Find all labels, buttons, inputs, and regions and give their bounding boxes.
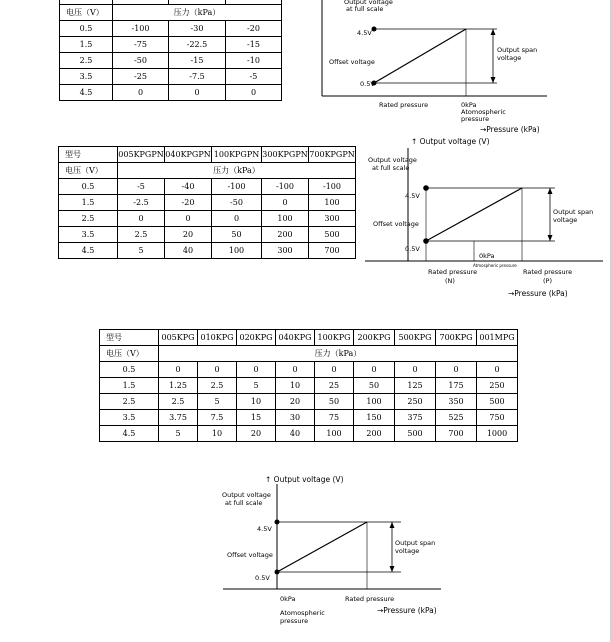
table-cell: -100	[262, 179, 309, 195]
model-cell: 500KPG	[395, 330, 436, 346]
table-cell: 3.75	[159, 410, 198, 426]
model-cell: 005KPG	[159, 330, 198, 346]
table-cell: 5	[198, 394, 237, 410]
table-cell: 2.5	[60, 53, 113, 69]
span-arrow-down	[390, 566, 395, 572]
table-cell: 750	[477, 410, 518, 426]
table-cell: 0	[276, 362, 315, 378]
atm-label: Atomospheric	[461, 108, 506, 116]
span-label: Output span	[553, 208, 594, 216]
output-line	[426, 188, 522, 241]
table-cell: 100	[262, 211, 309, 227]
table-cell: 5	[159, 426, 198, 442]
span-arrow-up	[491, 29, 496, 35]
table-cell: -40	[165, 179, 212, 195]
table-row	[100, 378, 518, 394]
table-row	[100, 394, 518, 410]
table-header-row	[60, 5, 282, 21]
table-cell: 0.5	[100, 362, 159, 378]
table-cell: 0	[436, 362, 477, 378]
table-header-row	[100, 346, 518, 362]
table-cell: 100	[309, 195, 356, 211]
table-cell: 10	[276, 378, 315, 394]
table-cell: 5	[237, 378, 276, 394]
full-scale-point	[372, 27, 377, 32]
table-cell: 0	[226, 85, 282, 101]
rated-n-label: Rated pressure	[428, 268, 478, 276]
full-scale-label: Output voltage	[344, 0, 393, 6]
table-cell: 10	[198, 426, 237, 442]
atm-label: Atmospheric pressure	[473, 263, 517, 268]
table-row	[60, 85, 282, 101]
table-cell: 1.5	[59, 195, 118, 211]
rated-p-label: (P)	[543, 277, 552, 285]
model-cell: 010KPG	[198, 330, 237, 346]
table-cell: 4.5	[100, 426, 159, 442]
zero-label: 0kPa	[461, 101, 477, 109]
table-cell: -7.5	[169, 69, 226, 85]
model-cell: 040KPG	[276, 330, 315, 346]
table-cell: 2.5	[198, 378, 237, 394]
table-cell: 0	[237, 362, 276, 378]
table-cell: 0	[113, 85, 169, 101]
table-cell: 0	[198, 362, 237, 378]
model-cell: 700KPGPN	[309, 147, 356, 163]
model-cell: 100KPG	[315, 330, 354, 346]
span-arrow-up	[390, 522, 395, 528]
table-cell: 0.5	[60, 21, 113, 37]
table-cell: 0	[477, 362, 518, 378]
output-line	[277, 522, 367, 572]
table-header-row	[59, 147, 356, 163]
voltage-header: 电压（V）	[60, 5, 113, 21]
table-cell: -5	[118, 179, 165, 195]
full-scale-label: at full scale	[372, 164, 410, 172]
table-cell: 1.25	[159, 378, 198, 394]
table-cell: 5	[118, 243, 165, 259]
table-gauge-output	[99, 329, 518, 442]
atm-label: Atomospheric	[280, 609, 325, 617]
output-chart-vacuum	[315, 0, 560, 140]
table-cell: -2.5	[118, 195, 165, 211]
table-cell: 20	[237, 426, 276, 442]
rated-p-label: Rated pressure	[523, 268, 573, 276]
table-cell: 0	[212, 211, 262, 227]
rated-n-label: (N)	[445, 277, 455, 285]
table-cell: 700	[309, 243, 356, 259]
offset-label: Offset voltage	[227, 551, 273, 559]
full-scale-label: at full scale	[346, 5, 384, 13]
table-cell: -15	[169, 53, 226, 69]
pressure-header: 压力（kPa）	[118, 163, 356, 179]
table-cell: 2.5	[159, 394, 198, 410]
span-label: Output span	[497, 46, 538, 54]
y-axis-label: ↑ Output voltage (V)	[411, 137, 490, 146]
model-cell: 001MPG	[477, 330, 518, 346]
table-row	[59, 195, 356, 211]
model-header: 型号	[59, 147, 118, 163]
x-axis-label: →Pressure (kPa)	[508, 289, 568, 298]
table-cell: 1.5	[60, 37, 113, 53]
table-cell: 2.5	[100, 394, 159, 410]
span-arrow-down	[491, 77, 496, 83]
table-cell: 250	[477, 378, 518, 394]
table-cell: 20	[276, 394, 315, 410]
table-cell: 7.5	[198, 410, 237, 426]
table-cell: 375	[395, 410, 436, 426]
x-axis-label: →Pressure (kPa)	[480, 125, 540, 134]
table-cell: 0	[165, 211, 212, 227]
x-axis-label: →Pressure (kPa)	[377, 606, 437, 615]
table-cell: 200	[262, 227, 309, 243]
table-cell: 525	[436, 410, 477, 426]
table-cell: 4.5	[60, 85, 113, 101]
full-scale-point	[275, 520, 280, 525]
table-cell: 175	[436, 378, 477, 394]
v-low-label: 0.5V	[255, 574, 270, 582]
table-cell: 30	[276, 410, 315, 426]
table-cell: 0	[354, 362, 395, 378]
table-cell: 300	[309, 211, 356, 227]
full-scale-label: Output voltage	[222, 491, 271, 499]
table-cell: 75	[315, 410, 354, 426]
table-cell: -22.5	[169, 37, 226, 53]
table-cell: 0	[395, 362, 436, 378]
model-cell: 020KPG	[237, 330, 276, 346]
table-cell: 40	[165, 243, 212, 259]
table-cell: -25	[113, 69, 169, 85]
span-arrow-up	[548, 188, 553, 194]
table-cell: -20	[226, 21, 282, 37]
table-cell: 150	[354, 410, 395, 426]
table-cell: -50	[212, 195, 262, 211]
table-header-row	[100, 330, 518, 346]
table-row	[60, 21, 282, 37]
table-cell: 3.5	[59, 227, 118, 243]
table-cell: 0	[159, 362, 198, 378]
span-arrow-down	[548, 235, 553, 241]
model-cell: 040KPGPN	[165, 147, 212, 163]
table-cell: 1.5	[100, 378, 159, 394]
table-cell: 50	[212, 227, 262, 243]
model-cell: 700KPG	[436, 330, 477, 346]
model-cell: 005KPGPN	[118, 147, 165, 163]
zero-label: 0kPa	[280, 595, 296, 603]
table-row	[100, 362, 518, 378]
table-cell: 3.5	[100, 410, 159, 426]
table-cell: 250	[395, 394, 436, 410]
output-chart-gauge	[219, 470, 459, 630]
table-cell: 100	[315, 426, 354, 442]
table-cell: -100	[113, 21, 169, 37]
model-cell: 200KPG	[354, 330, 395, 346]
span-label: voltage	[497, 54, 522, 62]
offset-label: Offset voltage	[373, 220, 419, 228]
table-cell: 700	[436, 426, 477, 442]
table-cell: 25	[315, 378, 354, 394]
table-vacuum-output	[59, 0, 282, 101]
output-chart-compound	[363, 134, 609, 304]
pressure-header: 压力（kPa）	[113, 5, 282, 21]
voltage-header: 电压（V）	[100, 346, 159, 362]
table-cell: 0	[315, 362, 354, 378]
voltage-header: 电压（V）	[59, 163, 118, 179]
output-line	[374, 29, 466, 83]
table-cell: 0	[118, 211, 165, 227]
table-cell: -30	[169, 21, 226, 37]
table-cell: 2.5	[59, 211, 118, 227]
table-header-row	[59, 163, 356, 179]
span-label: voltage	[395, 547, 420, 555]
table-cell: 50	[354, 378, 395, 394]
table-cell: 40	[276, 426, 315, 442]
table-cell: -20	[165, 195, 212, 211]
table-cell: -100	[309, 179, 356, 195]
atm-label: pressure	[280, 617, 309, 625]
v-high-label: 4.5V	[357, 29, 372, 37]
table-cell: 2.5	[118, 227, 165, 243]
model-cell: 100KPGPN	[212, 147, 262, 163]
table-compound-output	[58, 146, 356, 259]
table-cell: -10	[226, 53, 282, 69]
table-cell: 350	[436, 394, 477, 410]
y-axis-label: ↑ Output voltage (V)	[265, 475, 344, 484]
rated-label: Rated pressure	[345, 595, 395, 603]
table-row	[59, 211, 356, 227]
offset-label: Offset voltage	[329, 58, 375, 66]
table-cell: 1000	[477, 426, 518, 442]
table-row	[59, 227, 356, 243]
table-row	[60, 37, 282, 53]
table-row	[59, 179, 356, 195]
zero-label: 0kPa	[479, 252, 495, 260]
table-cell: -5	[226, 69, 282, 85]
model-cell: 300KPGPN	[262, 147, 309, 163]
span-label: voltage	[553, 216, 578, 224]
table-cell: 500	[395, 426, 436, 442]
table-cell: 3.5	[60, 69, 113, 85]
rated-label: Rated pressure	[379, 101, 429, 109]
table-cell: 500	[309, 227, 356, 243]
table-cell: -50	[113, 53, 169, 69]
span-label: Output span	[395, 539, 436, 547]
table-cell: 20	[165, 227, 212, 243]
table-row	[100, 410, 518, 426]
table-row	[60, 53, 282, 69]
full-scale-point	[423, 185, 429, 191]
table-cell: 125	[395, 378, 436, 394]
v-high-label: 4.5V	[257, 525, 272, 533]
table-cell: 0.5	[59, 179, 118, 195]
table-cell: 4.5	[59, 243, 118, 259]
table-cell: -75	[113, 37, 169, 53]
table-cell: 300	[262, 243, 309, 259]
v-low-label: 0.5V	[360, 80, 375, 88]
v-high-label: 4.5V	[405, 192, 420, 200]
model-header: 型号	[100, 330, 159, 346]
table-cell: 15	[237, 410, 276, 426]
table-cell: 0	[169, 85, 226, 101]
table-cell: 100	[354, 394, 395, 410]
table-cell: -15	[226, 37, 282, 53]
table-cell: 200	[354, 426, 395, 442]
full-scale-label: Output voltage	[368, 156, 417, 164]
table-cell: 0	[262, 195, 309, 211]
table-row	[100, 426, 518, 442]
offset-point	[275, 570, 280, 575]
table-cell: 500	[477, 394, 518, 410]
table-row	[60, 69, 282, 85]
table-cell: 50	[315, 394, 354, 410]
table-cell: 10	[237, 394, 276, 410]
table-cell: -100	[212, 179, 262, 195]
offset-point	[423, 238, 429, 244]
full-scale-label: at full scale	[225, 499, 263, 507]
table-cell: 100	[212, 243, 262, 259]
table-row	[59, 243, 356, 259]
v-low-label: 0.5V	[405, 245, 420, 253]
pressure-header: 压力（kPa）	[159, 346, 518, 362]
atm-label: pressure	[461, 115, 490, 123]
